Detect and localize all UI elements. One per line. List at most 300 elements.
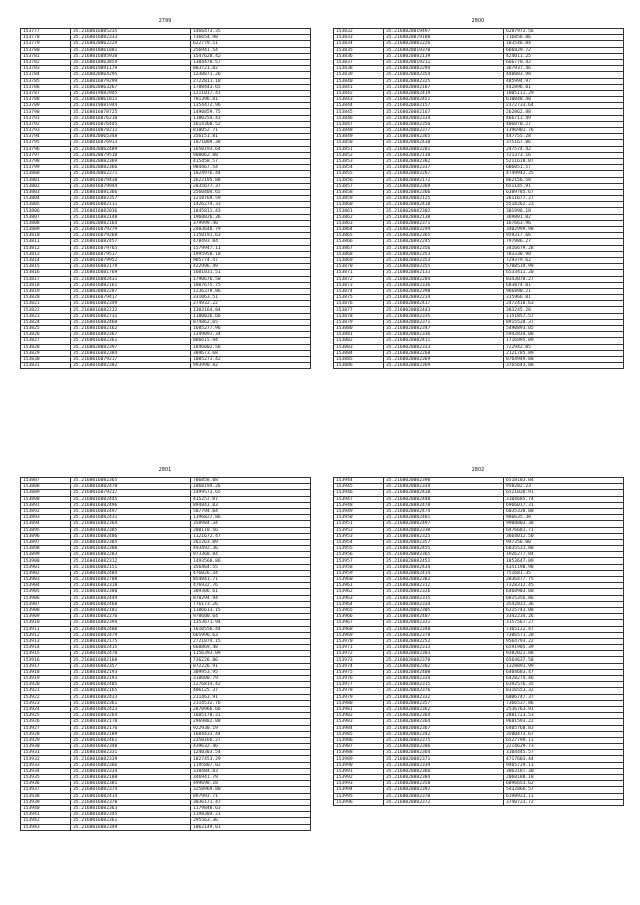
value-cell: 6521028.91 [504, 490, 624, 496]
coordinate-cell: 35.2168016082365 [71, 478, 191, 484]
row-id-cell: 153869 [334, 257, 384, 263]
value-cell: 247574.42 [504, 146, 624, 152]
value-cell: 993990.82 [191, 363, 311, 369]
row-id-cell: 153792 [21, 121, 71, 127]
row-id-cell: 153790 [21, 109, 71, 115]
coordinate-cell: 35.2168016082461 [71, 737, 191, 743]
value-cell: 379999.40 [191, 220, 311, 226]
value-cell: 736654.98 [191, 35, 311, 41]
coordinate-cell: 35.2168020082357 [384, 539, 504, 545]
row-id-cell: 153907 [21, 601, 71, 607]
coordinate-cell: 35.2168016076445 [71, 121, 191, 127]
value-cell: 5942834.88 [504, 332, 624, 338]
value-cell: 797986.27 [504, 239, 624, 245]
table-title: 2801 [158, 467, 172, 473]
row-id-cell: 153838 [334, 66, 384, 72]
value-cell: 3402999.98 [504, 227, 624, 233]
row-id-cell: 153927 [21, 725, 71, 731]
row-id-cell: 153798 [21, 158, 71, 164]
row-id-cell: 153827 [21, 338, 71, 344]
coordinate-cell: 35.2168016082318 [71, 583, 191, 589]
coordinate-cell: 35.2168020082167 [384, 109, 504, 115]
coordinate-cell: 35.2168020082384 [384, 775, 504, 781]
value-cell: 1005111.29 [504, 90, 624, 96]
value-cell: 4351190.98 [504, 564, 624, 570]
row-id-cell: 153914 [21, 645, 71, 651]
row-id-cell: 153929 [21, 737, 71, 743]
coordinate-cell: 35.2168020079510 [71, 152, 191, 158]
coordinate-cell: 35.2168020082125 [384, 196, 504, 202]
coordinate-cell: 35.2168016082370 [71, 799, 191, 805]
coordinate-cell: 35.2168016082470 [71, 651, 191, 657]
coordinate-cell: 35.2168016082357 [71, 196, 191, 202]
coordinate-cell: 35.2168020082245 [384, 239, 504, 245]
row-id-cell: 153974 [334, 663, 384, 669]
coordinate-cell: 35.2168018078211 [71, 128, 191, 134]
row-id-cell: 153943 [21, 824, 71, 830]
coordinate-cell: 35.2168020082313 [384, 645, 504, 651]
coordinate-cell: 35.2168020082376 [384, 688, 504, 694]
value-cell: 447755.28 [504, 134, 624, 140]
coordinate-cell: 35.2168016082193 [71, 676, 191, 682]
value-cell: 309953.95 [191, 669, 311, 675]
row-id-cell: 153845 [334, 109, 384, 115]
coordinate-cell: 35.2168016079268 [71, 233, 191, 239]
coordinate-cell: 35.2168016082151 [71, 564, 191, 570]
row-id-cell: 153930 [21, 744, 71, 750]
row-id-cell: 153994 [334, 787, 384, 793]
coordinate-cell: 35.2168020062271 [71, 171, 191, 177]
coordinate-cell: 35.2168020082234 [384, 295, 504, 301]
coordinate-cell: 35.2168016082312 [71, 558, 191, 564]
row-id-cell: 153889 [21, 490, 71, 496]
value-cell: 2350166.27 [191, 737, 311, 743]
row-id-cell: 153833 [334, 35, 384, 41]
coordinate-cell: 35.2168016082708 [71, 577, 191, 583]
row-id-cell: 153842 [334, 90, 384, 96]
value-cell: 167663.96 [504, 220, 624, 226]
coordinate-cell: 35.2168020082331 [384, 620, 504, 626]
coordinate-cell: 35.2168019082945 [71, 90, 191, 96]
coordinate-cell: 35.2168016082406 [71, 533, 191, 539]
row-id-cell: 153832 [334, 29, 384, 35]
row-id-cell: 153793 [21, 128, 71, 134]
coordinate-cell: 35.2168020082342 [384, 731, 504, 737]
value-cell: 1062149.01 [191, 824, 311, 830]
value-cell: 1396901.76 [504, 128, 624, 134]
table-title: 2802 [471, 467, 485, 473]
row-id-cell: 153788 [21, 97, 71, 103]
value-cell: 261263.09 [191, 539, 311, 545]
value-cell: 1716995.09 [504, 338, 624, 344]
value-cell: 897993.71 [191, 793, 311, 799]
coordinate-cell: 35.2168016082414 [71, 793, 191, 799]
value-cell: 367937.46 [504, 66, 624, 72]
row-id-cell: 153799 [21, 165, 71, 171]
value-cell: 666829.72 [504, 47, 624, 53]
coordinate-cell: 35.2168020061811 [71, 97, 191, 103]
coordinate-cell: 35.2168020082354 [384, 72, 504, 78]
row-id-cell: 153940 [21, 805, 71, 811]
row-id-cell: 153896 [21, 533, 71, 539]
value-cell: 1230071.26 [191, 72, 311, 78]
value-cell: 2214629.73 [504, 744, 624, 750]
value-cell: 1490859.75 [191, 109, 311, 115]
table-row [334, 799, 624, 805]
row-id-cell: 153778 [21, 35, 71, 41]
coordinate-cell: 35.2168020082407 [384, 614, 504, 620]
coordinate-cell: 35.2168020082336 [384, 332, 504, 338]
row-id-cell: 153894 [21, 521, 71, 527]
row-id-cell: 153984 [334, 725, 384, 731]
row-id-cell: 153972 [334, 651, 384, 657]
row-id-cell: 153786 [21, 84, 71, 90]
coordinate-cell: 35.2168016082232 [71, 307, 191, 313]
coordinate-cell: 35.2168020082364 [384, 713, 504, 719]
row-id-cell: 153919 [21, 676, 71, 682]
coordinate-cell: 35.2168020082366 [384, 189, 504, 195]
row-id-cell: 153835 [334, 47, 384, 53]
row-id-cell: 153803 [21, 189, 71, 195]
row-id-cell: 153816 [21, 270, 71, 276]
value-cell: 622779.51 [191, 41, 311, 47]
coordinate-cell: 35.2168020082334 [384, 601, 504, 607]
row-id-cell: 153782 [21, 59, 71, 65]
coordinate-cell: 35.2168016082357 [71, 663, 191, 669]
row-id-cell: 153814 [21, 257, 71, 263]
row-id-cell: 153970 [334, 638, 384, 644]
row-id-cell: 153817 [21, 276, 71, 282]
row-id-cell: 153944 [334, 478, 384, 484]
coordinate-cell: 35.2168016082349 [71, 824, 191, 830]
value-cell: 6564637.58 [504, 657, 624, 663]
coordinate-cell: 35.2168016082431 [71, 276, 191, 282]
row-id-cell: 153956 [334, 552, 384, 558]
coordinate-cell: 35.2168016082348 [71, 744, 191, 750]
value-cell: 358984.34 [191, 521, 311, 527]
coordinate-cell: 35.2168020082371 [384, 319, 504, 325]
coordinate-cell: 35.2168016082460 [71, 319, 191, 325]
value-cell: 1156393.09 [191, 651, 311, 657]
row-id-cell: 153849 [334, 134, 384, 140]
row-id-cell: 153938 [21, 793, 71, 799]
row-id-cell: 153839 [334, 72, 384, 78]
row-id-cell: 153781 [21, 53, 71, 59]
coordinate-cell: 35.2168020082347 [384, 326, 504, 332]
coordinate-cell: 35.2168020082430 [384, 140, 504, 146]
value-cell: 1353671.94 [191, 620, 311, 626]
row-id-cell: 153893 [21, 515, 71, 521]
coordinate-cell: 35.2168016085235 [71, 29, 191, 35]
row-id-cell: 153789 [21, 103, 71, 109]
coordinate-cell: 35.2168020082138 [384, 152, 504, 158]
coordinate-cell: 35.2168020082358 [384, 781, 504, 787]
coordinate-cell: 35.2168016082175 [71, 638, 191, 644]
row-id-cell: 153946 [334, 490, 384, 496]
coordinate-cell: 35.2168020082325 [384, 533, 504, 539]
coordinate-cell: 35.2168020082365 [384, 233, 504, 239]
value-cell: 375167.06 [504, 140, 624, 146]
value-cell: 1995958.18 [191, 251, 311, 257]
coordinate-cell: 35.2168020082303 [384, 651, 504, 657]
row-id-cell: 153870 [334, 264, 384, 270]
coordinate-cell: 35.2168016078725 [71, 109, 191, 115]
value-cell: 973368.84 [191, 552, 311, 558]
value-cell: 331063.51 [191, 295, 311, 301]
coordinate-cell: 35.2168016082497 [71, 508, 191, 514]
row-id-cell: 153975 [334, 669, 384, 675]
row-id-cell: 153918 [21, 669, 71, 675]
row-id-cell: 153828 [21, 344, 71, 350]
coordinate-cell: 35.2168020062489 [71, 146, 191, 152]
value-cell: 478493.84 [191, 239, 311, 245]
row-id-cell: 153922 [21, 694, 71, 700]
row-id-cell: 153909 [21, 614, 71, 620]
coordinate-cell: 35.2168016082036 [71, 208, 191, 214]
row-id-cell: 153830 [21, 356, 71, 362]
row-id-cell: 153979 [334, 694, 384, 700]
row-id-cell: 153866 [334, 239, 384, 245]
coordinate-cell: 35.2168016079517 [71, 251, 191, 257]
value-cell: 309673.68 [191, 350, 311, 356]
coordinate-cell: 35.2168016079217 [71, 356, 191, 362]
coordinate-cell: 35.2168020082382 [384, 577, 504, 583]
value-cell: 8316553.32 [504, 688, 624, 694]
row-id-cell: 153983 [334, 719, 384, 725]
row-id-cell: 153815 [21, 264, 71, 270]
coordinate-cell: 35.2168020082172 [384, 177, 504, 183]
coordinate-cell: 35.2168016082479 [71, 632, 191, 638]
table-row [21, 824, 311, 830]
row-id-cell: 153966 [334, 614, 384, 620]
value-cell: 2881723.53 [504, 713, 624, 719]
coordinate-cell: 35.2168018063854 [71, 59, 191, 65]
coordinate-cell: 35.2168020082390 [384, 478, 504, 484]
value-cell: 666770.42 [504, 59, 624, 65]
value-cell: 383245.28 [504, 307, 624, 313]
value-cell: 8764949.88 [504, 356, 624, 362]
row-id-cell: 153862 [334, 214, 384, 220]
row-id-cell: 153977 [334, 682, 384, 688]
row-id-cell: 153795 [21, 140, 71, 146]
row-id-cell: 153897 [21, 539, 71, 545]
value-cell: 1106613.15 [191, 607, 311, 613]
row-id-cell: 153853 [334, 158, 384, 164]
value-cell: 406070.27 [504, 121, 624, 127]
row-id-cell: 153989 [334, 756, 384, 762]
row-id-cell: 153777 [21, 29, 71, 35]
value-cell: 729379.62 [504, 257, 624, 263]
row-id-cell: 153821 [21, 301, 71, 307]
value-cell: 1684433.44 [191, 731, 311, 737]
row-id-cell: 153829 [21, 350, 71, 356]
coordinate-cell: 35.2168020082369 [384, 356, 504, 362]
coordinate-cell: 35.2168016082176 [71, 725, 191, 731]
row-id-cell: 153969 [334, 632, 384, 638]
row-id-cell: 153941 [21, 812, 71, 818]
coordinate-cell: 35.2168016079765 [71, 245, 191, 251]
coordinate-cell: 35.2168020019211 [384, 59, 504, 65]
coordinate-cell: 35.2168016082189 [71, 731, 191, 737]
value-cell: 6315743.08 [504, 607, 624, 613]
row-id-cell: 153978 [334, 688, 384, 694]
value-cell: 3036171.47 [191, 799, 311, 805]
coordinate-cell: 35.2168020082451 [384, 558, 504, 564]
coordinate-cell: 35.2168020082366 [71, 165, 191, 171]
coordinate-cell: 35.2168016082445 [71, 496, 191, 502]
value-cell: 986635.38 [504, 515, 624, 521]
row-id-cell: 153880 [334, 326, 384, 332]
value-cell: 1853647.09 [504, 558, 624, 564]
value-cell: 415458.57 [191, 158, 311, 164]
row-id-cell: 153883 [334, 344, 384, 350]
row-id-cell: 153892 [21, 508, 71, 514]
row-id-cell: 153859 [334, 196, 384, 202]
row-id-cell: 153980 [334, 700, 384, 706]
row-id-cell: 153958 [334, 564, 384, 570]
row-id-cell: 153879 [334, 319, 384, 325]
coordinate-cell: 35.2168020082419 [384, 90, 504, 96]
value-cell: 818052.71 [191, 128, 311, 134]
value-cell: 1605178.31 [191, 713, 311, 719]
value-cell: 1304478.57 [191, 59, 311, 65]
value-cell: 6428274.46 [504, 676, 624, 682]
value-cell: 668869.48 [191, 645, 311, 651]
value-cell: 862156.58 [504, 177, 624, 183]
value-cell: 3542831.36 [504, 601, 624, 607]
coordinate-cell: 35.2168016082178 [71, 719, 191, 725]
coordinate-cell: 35.2168016082334 [71, 768, 191, 774]
coordinate-cell: 35.2168016082363 [71, 805, 191, 811]
coordinate-cell: 35.2168016082339 [71, 756, 191, 762]
row-id-cell: 153954 [334, 539, 384, 545]
value-cell: 1276814.42 [191, 682, 311, 688]
row-id-cell: 153858 [334, 189, 384, 195]
row-id-cell: 153899 [21, 552, 71, 558]
value-cell: 776173.26 [191, 601, 311, 607]
value-cell: 9465729.11 [504, 762, 624, 768]
row-id-cell: 153935 [21, 775, 71, 781]
value-cell: 878294.94 [191, 595, 311, 601]
row-id-cell: 153971 [334, 645, 384, 651]
row-id-cell: 153868 [334, 251, 384, 257]
row-id-cell: 153831 [21, 363, 71, 369]
value-cell: 8915528.37 [504, 319, 624, 325]
value-cell: 1349891.34 [191, 332, 311, 338]
coordinate-cell: 35.2168016082384 [71, 350, 191, 356]
coordinate-cell: 35.2168016082449 [71, 595, 191, 601]
row-id-cell: 153953 [334, 533, 384, 539]
row-id-cell: 153802 [21, 183, 71, 189]
coordinate-cell: 35.2168020082481 [384, 515, 504, 521]
coordinate-cell: 35.2168020082164 [71, 220, 191, 226]
value-cell: 5490893.05 [504, 326, 624, 332]
value-cell: 2114532.76 [191, 700, 311, 706]
coordinate-cell: 35.2168020082365 [384, 552, 504, 558]
row-id-cell: 153973 [334, 657, 384, 663]
coordinate-cell: 35.2168016082385 [71, 527, 191, 533]
value-cell: 1466473.35 [191, 29, 311, 35]
value-cell: 338484.83 [191, 768, 311, 774]
coordinate-cell: 35.2168020082364 [384, 750, 504, 756]
coordinate-cell: 35.2168020082334 [384, 484, 504, 490]
value-cell: 315966.01 [504, 295, 624, 301]
value-cell: 922930.19 [191, 725, 311, 731]
value-cell: 683874.01 [504, 282, 624, 288]
value-cell: 1790676.58 [191, 276, 311, 282]
value-cell: 256941.54 [191, 47, 311, 53]
row-id-cell: 153872 [334, 276, 384, 282]
row-id-cell: 153925 [21, 713, 71, 719]
row-id-cell: 153901 [21, 564, 71, 570]
row-id-cell: 153877 [334, 307, 384, 313]
value-cell: 4717683.44 [504, 756, 624, 762]
row-id-cell: 153905 [21, 589, 71, 595]
value-cell: 274932.22 [191, 301, 311, 307]
coordinate-cell: 35.2168020082382 [384, 158, 504, 164]
row-id-cell: 153887 [21, 478, 71, 484]
row-id-cell: 153939 [21, 799, 71, 805]
row-id-cell: 153915 [21, 651, 71, 657]
coordinate-cell: 35.2168020082369 [71, 158, 191, 164]
coordinate-cell: 35.2168016082380 [71, 546, 191, 552]
coordinate-cell: 35.2168020082315 [384, 682, 504, 688]
row-id-cell: 153957 [334, 558, 384, 564]
value-cell: 2969882.88 [191, 719, 311, 725]
row-id-cell: 153779 [21, 41, 71, 47]
row-id-cell: 153801 [21, 177, 71, 183]
row-id-cell: 153931 [21, 750, 71, 756]
row-id-cell: 153898 [21, 546, 71, 552]
value-cell: 947356.00 [504, 539, 624, 545]
row-id-cell: 153861 [334, 208, 384, 214]
value-cell: 2721074.15 [191, 638, 311, 644]
coordinate-cell: 35.2168020082357 [384, 700, 504, 706]
row-id-cell: 153987 [334, 744, 384, 750]
row-id-cell: 153895 [21, 527, 71, 533]
coordinate-cell: 35.2168020082302 [384, 663, 504, 669]
value-cell: 2622195.88 [191, 177, 311, 183]
coordinate-cell: 35.2168020082371 [384, 756, 504, 762]
coordinate-cell: 35.2168020082370 [384, 632, 504, 638]
value-cell: 1218769.59 [191, 196, 311, 202]
value-cell: 1005271.42 [191, 356, 311, 362]
row-id-cell: 153891 [21, 502, 71, 508]
value-cell: 1151857.57 [504, 313, 624, 319]
row-id-cell: 153995 [334, 793, 384, 799]
value-cell: 422996.49 [191, 264, 311, 270]
value-cell: 1071009.38 [191, 140, 311, 146]
row-id-cell: 153780 [21, 47, 71, 53]
coordinate-cell: 35.2168016082381 [71, 781, 191, 787]
row-id-cell: 153882 [334, 338, 384, 344]
coordinate-cell: 35.2168020019370 [384, 47, 504, 53]
coordinate-cell: 35.2168020082375 [384, 737, 504, 743]
row-id-cell: 153908 [21, 607, 71, 613]
row-id-cell: 153967 [334, 620, 384, 626]
row-id-cell: 153963 [334, 595, 384, 601]
coordinate-cell: 35.2168016082361 [71, 338, 191, 344]
value-cell: 978600.64 [191, 614, 311, 620]
value-cell: 7365122.47 [504, 626, 624, 632]
value-cell: 406125.37 [191, 688, 311, 694]
value-cell: 1180254.43 [191, 115, 311, 121]
coordinate-cell: 35.2168020082371 [384, 220, 504, 226]
row-id-cell: 153840 [334, 78, 384, 84]
coordinate-cell: 35.2168016079217 [71, 490, 191, 496]
row-id-cell: 153787 [21, 90, 71, 96]
coordinate-cell: 35.2168020082451 [384, 97, 504, 103]
